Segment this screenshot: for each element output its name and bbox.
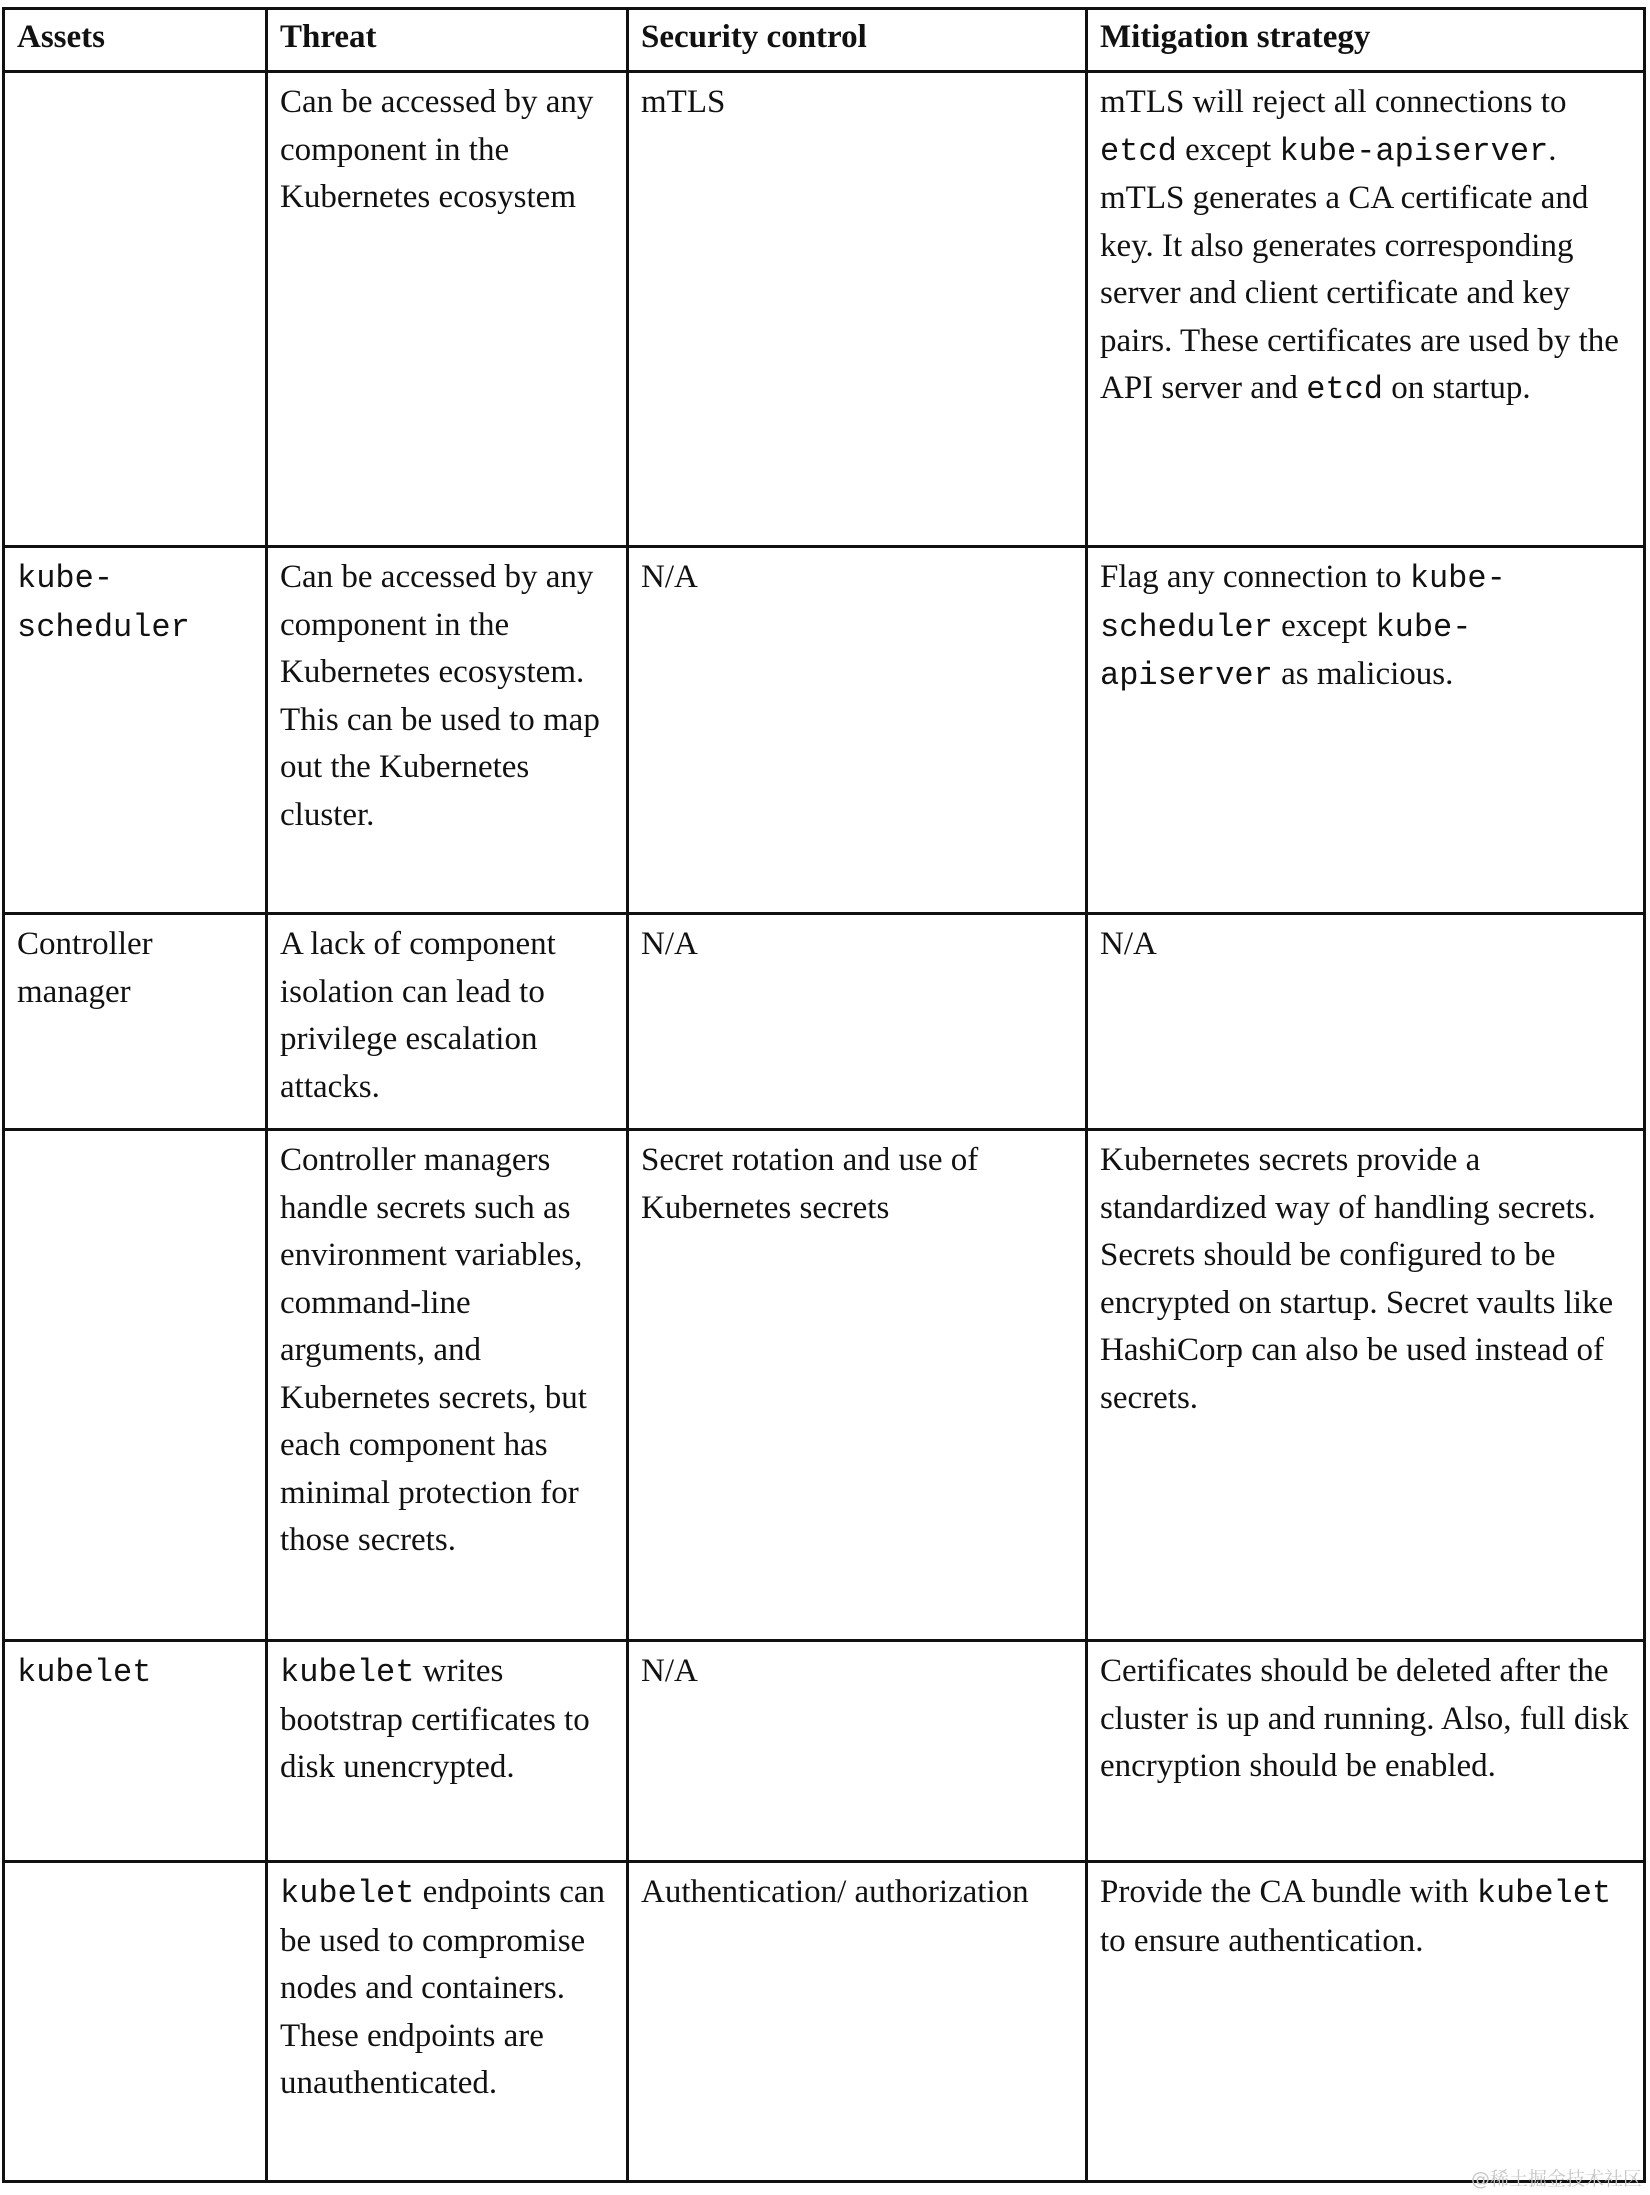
- asset-cell: [4, 1641, 267, 1862]
- text-run: to ensure authentication.: [1100, 1922, 1424, 1959]
- code-run: kubelet: [1476, 1875, 1612, 1912]
- code-run: kube-apiserver: [1279, 132, 1549, 170]
- code-run: etcd: [1100, 132, 1177, 170]
- text-run: Can be accessed by any component in the Kubernetes ecosystem: [280, 84, 594, 215]
- header-threat: Threat: [267, 9, 628, 72]
- text-run: Certificates should be deleted after the cluster is up and running. Also, full disk encryption should be enabled.: [1100, 1653, 1629, 1784]
- security-control-cell: [628, 1641, 1087, 1862]
- table-row: [4, 547, 1645, 914]
- code-run: kubelet: [17, 1654, 152, 1691]
- text-run: A lack of component isolation can lead to privilege escalation attacks.: [280, 926, 556, 1105]
- code-run: kube-apiserver: [1100, 608, 1472, 694]
- security-control-cell: [628, 914, 1087, 1130]
- text-run: writes bootstrap certificates to disk unencrypted.: [280, 1653, 590, 1785]
- threat-cell: [267, 72, 628, 547]
- code-run: kube-scheduler: [1100, 560, 1506, 646]
- code-run: kubelet: [280, 1654, 415, 1691]
- table-row: [4, 1641, 1645, 1862]
- text-run: except: [1176, 131, 1280, 168]
- header-row: [4, 9, 1645, 72]
- mitigation-cell: [1087, 1641, 1645, 1862]
- asset-cell: [4, 1862, 267, 2182]
- threat-cell: [267, 914, 628, 1130]
- text-run: Controller managers handle secrets such as environment variables, command-line arguments, and Kubernetes secrets, but each component has minimal protection for those secrets.: [280, 1142, 587, 1558]
- asset-cell: [4, 72, 267, 547]
- text-run: as malicious.: [1272, 656, 1454, 692]
- text-run: on startup.: [1383, 370, 1531, 406]
- table-row: [4, 914, 1645, 1130]
- text-run: Can be accessed by any component in the Kubernetes ecosystem. This can be used to map out the Kubernetes cluster.: [280, 559, 600, 833]
- threat-cell: [267, 1130, 628, 1641]
- header-security-control: Security control: [628, 9, 1087, 72]
- header-assets: Assets: [4, 9, 267, 72]
- security-control-cell: [628, 1130, 1087, 1641]
- text-run: N/A: [1100, 926, 1157, 962]
- text-run: Kubernetes secrets provide a standardized way of handling secrets. Secrets should be configured to be encrypted on startup. Secret vaults like HashiCorp can also be used instead of secrets.: [1100, 1142, 1614, 1416]
- text-run: . mTLS generates a CA certificate and key. It also generates corresponding server and client certificate and key pairs. These certificates are used by the API server and: [1100, 131, 1619, 406]
- asset-cell: [4, 1130, 267, 1641]
- text-run: Controller manager: [17, 926, 153, 1010]
- table-row: [4, 1862, 1645, 2182]
- code-run: etcd: [1306, 371, 1383, 408]
- code-run: kube-scheduler: [17, 560, 190, 646]
- text-run: Secret rotation and use of Kubernetes secrets: [641, 1142, 979, 1226]
- table-row: [4, 72, 1645, 547]
- mitigation-cell: [1087, 1862, 1645, 2182]
- text-run: N/A: [641, 926, 698, 962]
- threat-cell: [267, 547, 628, 914]
- security-control-cell: [628, 547, 1087, 914]
- threat-cell: [267, 1641, 628, 1862]
- text-run: Flag any connection to: [1100, 559, 1410, 595]
- threat-mitigation-table: [2, 7, 1646, 2183]
- code-run: kubelet: [280, 1875, 415, 1912]
- header-mitigation-strategy: Mitigation strategy: [1087, 9, 1645, 72]
- text-run: mTLS: [641, 84, 726, 120]
- asset-cell: [4, 547, 267, 914]
- mitigation-cell: [1087, 1130, 1645, 1641]
- text-run: N/A: [641, 559, 698, 595]
- asset-cell: [4, 914, 267, 1130]
- text-run: except: [1272, 607, 1376, 644]
- text-run: Authentication/ authorization: [641, 1874, 1029, 1910]
- text-run: N/A: [641, 1653, 698, 1689]
- security-control-cell: [628, 72, 1087, 547]
- text-run: mTLS will reject all connections to: [1100, 84, 1567, 120]
- watermark: @稀土掘金技术社区: [1470, 2168, 1642, 2190]
- threat-cell: [267, 1862, 628, 2182]
- mitigation-cell: [1087, 547, 1645, 914]
- mitigation-cell: [1087, 914, 1645, 1130]
- text-run: endpoints can be used to compromise nodes and containers. These endpoints are unauthenticated.: [280, 1874, 606, 2101]
- security-control-cell: [628, 1862, 1087, 2182]
- text-run: Provide the CA bundle with: [1100, 1874, 1477, 1910]
- table-row: [4, 1130, 1645, 1641]
- mitigation-cell: [1087, 72, 1645, 547]
